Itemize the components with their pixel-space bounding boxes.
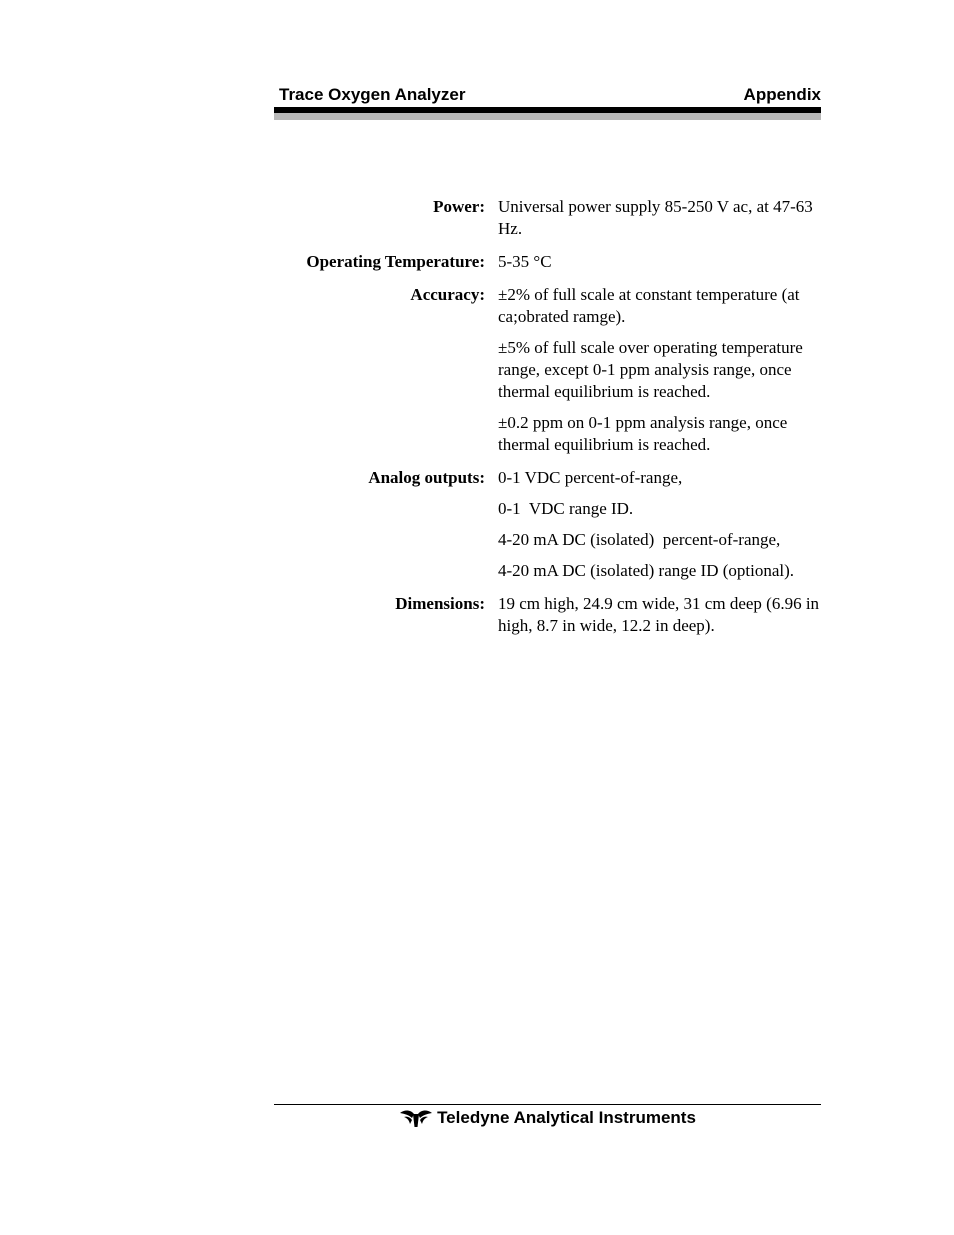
spec-values bbox=[498, 593, 821, 637]
spec-value: 19 cm high, 24.9 cm wide, 31 cm deep (6.96 in high, 8.7 in wide, 12.2 in deep). bbox=[498, 594, 820, 635]
spec-row-analog-outputs bbox=[274, 467, 821, 582]
spec-value: 5-35 °C bbox=[498, 252, 552, 271]
spec-values bbox=[498, 467, 821, 582]
page-header bbox=[276, 84, 821, 106]
spec-row-power bbox=[274, 196, 821, 240]
spec-row-accuracy bbox=[274, 284, 821, 456]
spec-value: 4-20 mA DC (isolated) range ID (optional). bbox=[498, 561, 795, 580]
spec-value: 0-1 VDC range ID. bbox=[498, 499, 634, 518]
document-title: Trace Oxygen Analyzer bbox=[279, 85, 466, 104]
spec-values bbox=[498, 196, 821, 240]
footer-rule bbox=[274, 1104, 821, 1105]
specifications-list bbox=[274, 196, 821, 648]
spec-value: ±5% of full scale over operating temperature range, except 0-1 ppm analysis range, once thermal equilibrium is reached. bbox=[498, 338, 803, 401]
header-rule-shadow bbox=[274, 113, 821, 120]
spec-value: ±2% of full scale at constant temperature (at ca;obrated ramge). bbox=[498, 285, 800, 326]
spec-value: 0-1 VDC percent-of-range, bbox=[498, 468, 683, 487]
spec-value: Universal power supply 85-250 V ac, at 47-63 Hz. bbox=[498, 197, 813, 238]
spec-value: ±0.2 ppm on 0-1 ppm analysis range, once thermal equilibrium is reached. bbox=[498, 413, 788, 454]
spec-value: 4-20 mA DC (isolated) percent-of-range, bbox=[498, 530, 781, 549]
spec-label: Dimensions: bbox=[395, 594, 485, 613]
spec-values bbox=[498, 251, 821, 273]
page-footer bbox=[274, 1107, 821, 1129]
teledyne-logo-icon bbox=[399, 1108, 433, 1128]
spec-row-operating-temperature bbox=[274, 251, 821, 273]
spec-label: Operating Temperature: bbox=[306, 252, 485, 271]
spec-label: Power: bbox=[433, 197, 485, 216]
spec-values bbox=[498, 284, 821, 456]
spec-label: Analog outputs: bbox=[368, 468, 485, 487]
section-title: Appendix bbox=[743, 85, 821, 104]
spec-label: Accuracy: bbox=[410, 285, 485, 304]
company-name: Teledyne Analytical Instruments bbox=[437, 1108, 696, 1127]
spec-row-dimensions bbox=[274, 593, 821, 637]
